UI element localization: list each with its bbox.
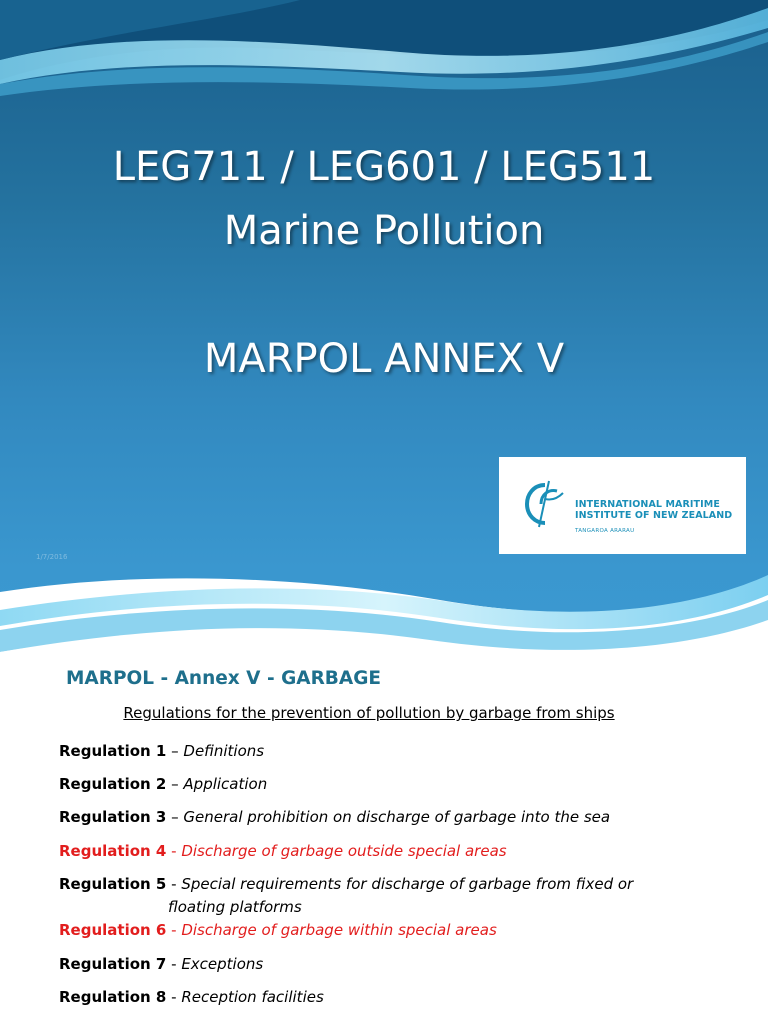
regulation-item: Regulation 8 - Reception facilities xyxy=(59,988,324,1006)
course-subtitle: Marine Pollution xyxy=(223,208,545,254)
regulation-item-highlighted: Regulation 6 - Discharge of garbage within special areas xyxy=(59,921,497,939)
regulation-item: Regulation 5 - Special requirements for discharge of garbage from fixed or xyxy=(59,875,634,893)
institute-logo xyxy=(499,457,746,554)
course-title: LEG711 / LEG601 / LEG511 xyxy=(112,144,656,190)
logo-tagline: TANGAROA ARARAU xyxy=(575,528,635,534)
regulation-item: Regulation 3 – General prohibition on discharge of garbage into the sea xyxy=(59,808,611,826)
content-slide xyxy=(0,668,768,1024)
regulation-item-highlighted: Regulation 4 - Discharge of garbage outside special areas xyxy=(59,842,507,860)
regulation-continuation: floating platforms xyxy=(168,898,302,916)
regulation-item: Regulation 7 - Exceptions xyxy=(59,955,264,973)
slide-subtitle: MARPOL ANNEX V xyxy=(203,336,565,382)
logo-text: INTERNATIONAL MARITIME INSTITUTE OF NEW ZEALAND xyxy=(575,499,733,521)
slide-heading: MARPOL - Annex V - GARBAGE xyxy=(66,668,382,689)
slide-subheading: Regulations for the prevention of pollution by garbage from ships xyxy=(123,704,615,722)
slide-date: 1/7/2016 xyxy=(36,553,68,561)
logo-emblem-icon xyxy=(523,479,567,529)
regulation-item: Regulation 2 – Application xyxy=(59,775,268,793)
regulation-item: Regulation 1 – Definitions xyxy=(59,742,265,760)
